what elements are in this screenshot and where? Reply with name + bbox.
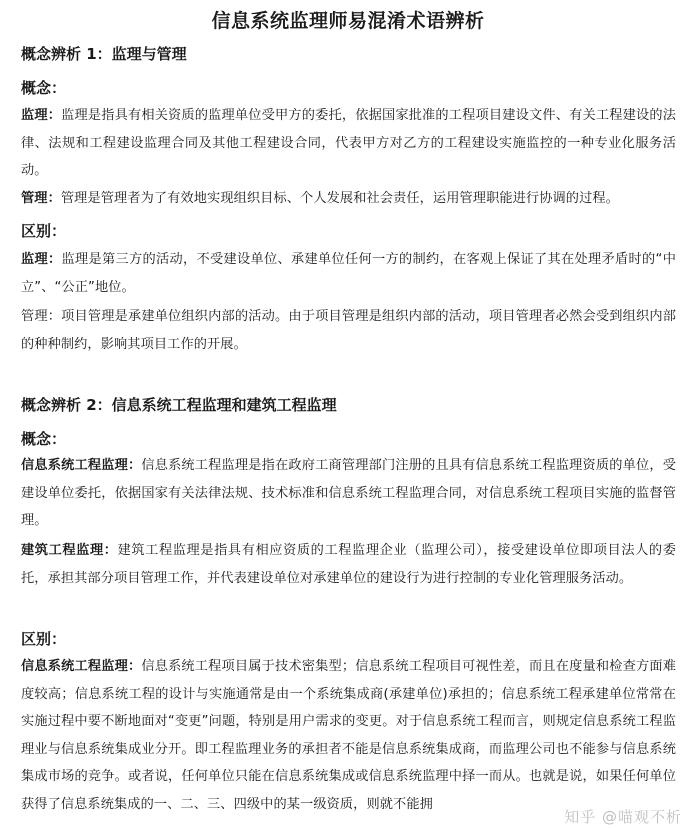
difference-is-supervision: 信息系统工程项目属于技术密集型；信息系统工程项目可视性差，而且在度量和检查方面难度较高；信息系统工程的设计与实施通常是由一个系统集成商(承建单位)承担的；信息系统工程承建单位常常在实施过程中要不断地面对“变更”问题，特别是用户需求的变更。对于信息系统工程而言，则规定信息系统工程监理业与信息系统集成业分开。即工程监理业务的承担者不能是信息系统集成商，而监理公司也不能参与信息系统集成市场的竞争。或者说，任何单位只能在信息系统集成或信息系统监理中择一而从。也就是说，如果任何单位获得了信息系统集成的一、二、三、四级中的某一级资质，则就不能拥 <box>21 659 676 812</box>
section2-diff-label: 区别： <box>21 630 67 648</box>
section2-heading: 概念辨析 2：信息系统工程监理和建筑工程监理 <box>21 396 337 414</box>
document-title: 信息系统监理师易混淆术语辨析 <box>211 10 485 32</box>
term-supervision-diff: 监理： <box>21 252 62 267</box>
definition-is-supervision: 信息系统工程监理是指在政府工商管理部门注册的且具有信息系统工程监理资质的单位，受建设单位委托，依据国家有关法律法规、技术标准和信息系统工程监理合同，对信息系统工程项目实施的监督管理。 <box>21 458 676 528</box>
section1-concept-management <box>21 185 676 213</box>
term-is-supervision: 信息系统工程监理： <box>21 458 142 473</box>
definition-build-supervision: 建筑工程监理是指具有相应资质的工程监理企业（监理公司），接受建设单位即项目法人的委托，承担其部分项目管理工作，并代表建设单位对承建单位的建设行为进行控制的专业化管理服务活动。 <box>21 543 676 586</box>
section1-diff-supervision <box>21 246 676 301</box>
difference-supervision: 监理是第三方的活动，不受建设单位、承建单位任何一方的制约，在客观上保证了其在处理矛盾时的“中立”、“公正”地位。 <box>21 252 676 295</box>
section1-diff-management: 管理：项目管理是承建单位组织内部的活动。由于项目管理是组织内部的活动，项目管理者必然会受到组织内部的种种制约，影响其项目工作的开展。 <box>21 309 676 352</box>
term-supervision: 监理： <box>21 108 62 123</box>
term-management: 管理： <box>21 191 61 206</box>
section2-concept-label: 概念： <box>21 430 67 448</box>
term-build-supervision: 建筑工程监理： <box>21 543 118 558</box>
section2-diff-is <box>21 653 676 818</box>
section1-diff-label: 区别： <box>21 222 67 240</box>
section2-concept-is <box>21 452 676 535</box>
section2-concept-build <box>21 537 676 592</box>
definition-supervision: 监理是指具有相关资质的监理单位受甲方的委托，依据国家批准的工程项目建设文件、有关工程建设的法律、法规和工程建设监理合同及其他工程建设合同，代表甲方对乙方的工程建设实施监控的一种专业化服务活动。 <box>21 108 676 178</box>
term-is-supervision-diff: 信息系统工程监理： <box>21 659 142 674</box>
section1-heading: 概念辨析 1：监理与管理 <box>21 45 187 63</box>
section1-concept-supervision <box>21 102 676 185</box>
watermark: 知乎 @喵观不析 <box>564 808 682 826</box>
definition-management: 管理是管理者为了有效地实现组织目标、个人发展和社会责任，运用管理职能进行协调的过程。 <box>60 191 619 206</box>
section1-concept-label: 概念： <box>21 79 67 97</box>
